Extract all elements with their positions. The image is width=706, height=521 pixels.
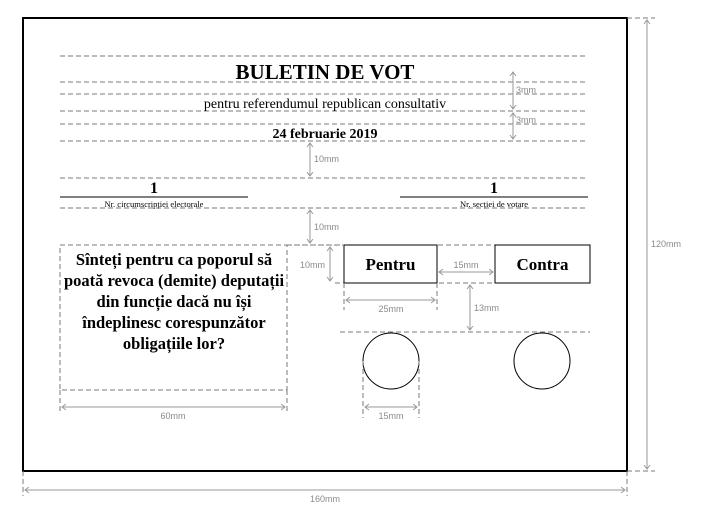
vote-circle-pentru[interactable] bbox=[363, 333, 419, 389]
district-number: 1 bbox=[150, 180, 158, 197]
question-width-label: 60mm bbox=[160, 411, 186, 421]
referendum-question: Sînteți pentru ca poporul să poată revoca (demite) deputații din funcție dacă nu își îndeplinesc corespunzător obligațiile lor? bbox=[63, 250, 285, 353]
section-number: 1 bbox=[490, 180, 498, 197]
option-label-pentru: Pentru bbox=[365, 255, 416, 274]
ballot-height-label: 120mm bbox=[651, 239, 682, 249]
ballot-title: BULETIN DE VOT bbox=[235, 60, 415, 84]
district-caption: Nr. circumscripției electorale bbox=[104, 199, 204, 209]
option-label-contra: Contra bbox=[516, 255, 569, 274]
box-spacing-label: 15mm bbox=[453, 260, 479, 270]
vote-circle-contra[interactable] bbox=[514, 333, 570, 389]
gap-10mm-a-label: 10mm bbox=[314, 154, 340, 164]
box-width-label: 25mm bbox=[378, 304, 404, 314]
ballot-subtitle: pentru referendumul republican consultativ bbox=[203, 97, 447, 112]
ballot-width-label: 160mm bbox=[309, 494, 341, 504]
circle-diameter-label: 15mm bbox=[378, 411, 404, 421]
section-caption: Nr. secției de votare bbox=[460, 199, 528, 209]
gap-10mm-b-label: 10mm bbox=[314, 222, 340, 232]
box-height-label: 10mm bbox=[300, 260, 326, 270]
circle-offset-label: 13mm bbox=[474, 303, 500, 313]
gap-3mm-a-label: 3mm bbox=[516, 85, 536, 95]
gap-3mm-b-label: 3mm bbox=[516, 115, 536, 125]
ballot-date: 24 februarie 2019 bbox=[272, 127, 378, 142]
